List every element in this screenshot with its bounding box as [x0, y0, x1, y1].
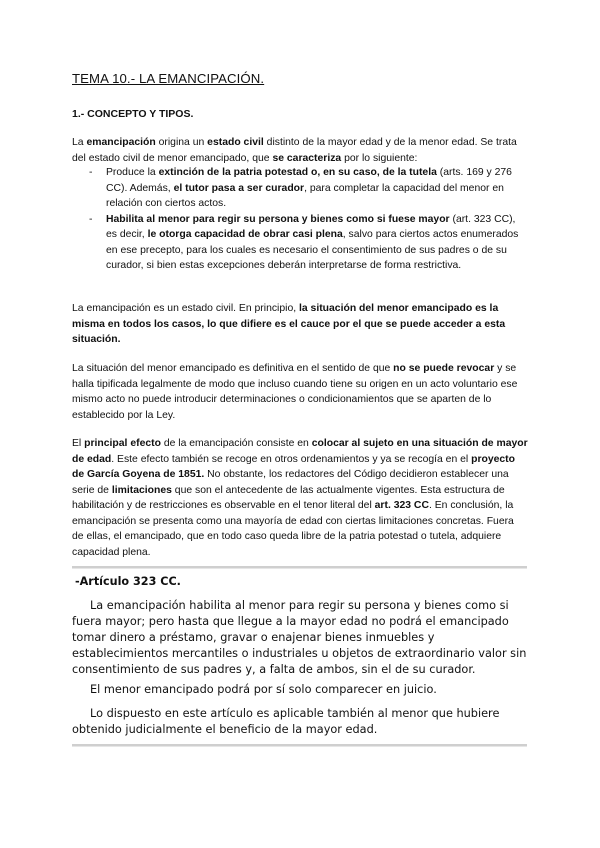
article-paragraph: Lo dispuesto en este artículo es aplicable también al menor que hubiere obtenido judicialmente el beneficio de la mayor edad.: [72, 707, 500, 736]
intro-paragraph: La emancipación origina un estado civil distinto de la mayor edad y de la menor edad. Se trata del estado civil de menor emancipado, que se caracteriza por lo siguiente:: [72, 137, 517, 164]
list-item: - Produce la extinción de la patria potestad o, en su caso, de la tutela (arts. 169 y 276 CC). Además, el tutor pasa a ser curador, para completar la capacidad del menor en relación con ciertos actos.: [89, 167, 512, 209]
page-title: TEMA 10.- LA EMANCIPACIÓN.: [72, 71, 265, 86]
paragraph-estado-civil: La emancipación es un estado civil. En principio, la situación del menor emancipado es la misma en todos los casos, lo que difiere es el cauce por el que se puede acceder a esta situación.: [72, 303, 506, 345]
article-paragraph: El menor emancipado podrá por sí solo comparecer en juicio.: [90, 683, 437, 696]
article-heading: -Artículo 323 CC.: [75, 575, 181, 588]
list-item: - Habilita al menor para regir su persona y bienes como si fuese mayor (art. 323 CC), es decir, le otorga capacidad de obrar casi plena, salvo para ciertos actos enumerados en ese precepto, para los cuales es necesario el consentimiento de sus padres o de su curador, si bien estas excepciones deberán interpretarse de forma restrictiva.: [89, 213, 519, 271]
article-paragraph: La emancipación habilita al menor para regir su persona y bienes como si fuera mayor; pero hasta que llegue a la mayor edad no podrá el emancipado tomar dinero a préstamo, gravar o enajenar bienes inmuebles y establecimientos mercantiles o industriales u objetos de extraordinario valor sin consentimiento de sus padres y, a falta de ambos, sin el de su curador.: [72, 599, 527, 676]
paragraph-principal-efecto: El principal efecto de la emancipación consiste en colocar al sujeto en una situación de mayor de edad. Este efecto también se recoge en otros ordenamientos y ya se recogía en el proyecto de García Goyena de 1851. No obstante, los redactores del Código decidieron establecer una serie de limitaciones que son el antecedente de las actualmente vigentes. Esta estructura de habilitación y de restricciones es observable en el tenor literal del art. 323 CC. En conclusión, la emancipación se presenta como una mayoría de edad con ciertas limitaciones concretas. Fuera de ellas, el emancipado, que en todo caso queda libre de la patria potestad o tutela, adquiere capacidad plena.: [72, 438, 528, 558]
divider-bottom: [72, 744, 527, 747]
paragraph-situacion-definitiva: La situación del menor emancipado es definitiva en el sentido de que no se puede revocar y se halla tipificada legalmente de modo que incluso cuando tiene su origen en un acto voluntario ese mismo acto no puede introducir determinaciones o condicionamientos que se aparten de lo establecido por la Ley.: [72, 363, 518, 421]
characteristics-list: [72, 165, 528, 274]
divider-top: [72, 566, 527, 569]
section-heading: 1.- CONCEPTO Y TIPOS.: [72, 108, 194, 120]
